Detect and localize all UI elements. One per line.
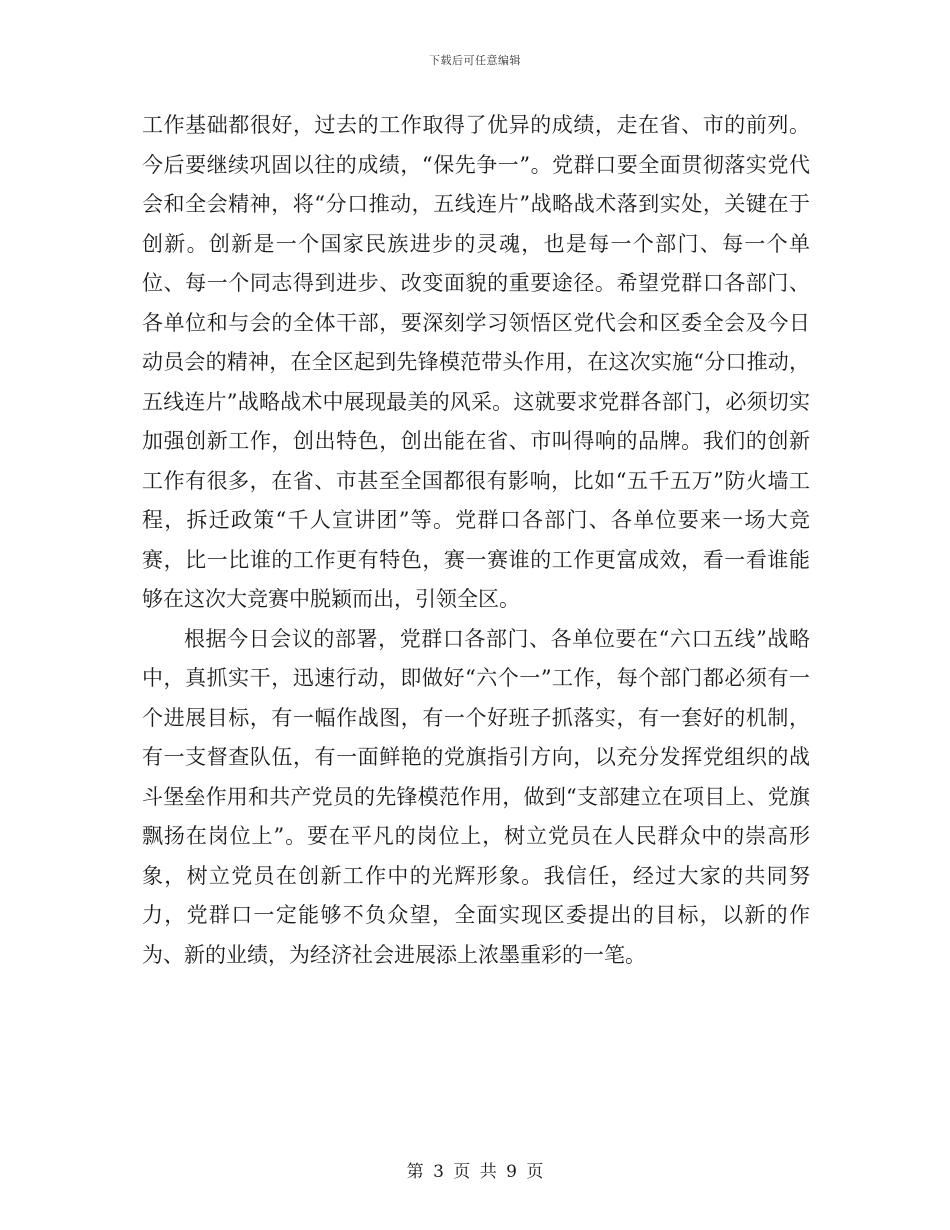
body-paragraph-2: 根据今日会议的部署，党群口各部门、各单位要在“六口五线”战略中，真抓实干，迅速行动，即做好“六个一”工作，每个部门都必须有一个进展目标，有一幅作战图，有一个好班子抓落实，有一套好的机制，有一支督查队伍，有一面鲜艳的党旗指引方向，以充分发挥党组织的战斗堡垒作用和共产党员的先锋模范作用，做到“支部建立在项目上、党旗飘扬在岗位上”。要在平凡的岗位上，树立党员在人民群众中的崇高形象，树立党员在创新工作中的光辉形象。我信任，经过大家的共同努力，党群口一定能够不负众望，全面实现区委提出的目标，以新的作为、新的业绩，为经济社会进展添上浓墨重彩的一笔。 [142, 626, 810, 967]
page-header-note: 下载后可任意编辑 [429, 54, 521, 67]
document-body [142, 106, 810, 975]
body-paragraph-1: 工作基础都很好，过去的工作取得了优异的成绩，走在省、市的前列。今后要继续巩固以往的成绩，“保先争一”。党群口要全面贯彻落实党代会和全会精神，将“分口推动，五线连片”战略战术落到实处，关键在于创新。创新是一个国家民族进步的灵魂，也是每一个部门、每一个单位、每一个同志得到进步、改变面貌的重要途径。希望党群口各部门、各单位和与会的全体干部，要深刻学习领悟区党代会和区委全会及今日动员会的精神，在全区起到先锋模范带头作用，在这次实施“分口推动，五线连片”战略战术中展现最美的风采。这就要求党群各部门，必须切实加强创新工作，创出特色，创出能在省、市叫得响的品牌。我们的创新工作有很多，在省、市甚至全国都很有影响，比如“五千五万”防火墙工程，拆迁政策“千人宣讲团”等。党群口各部门、各单位要来一场大竞赛，比一比谁的工作更有特色，赛一赛谁的工作更富成效，看一看谁能够在这次大竞赛中脱颖而出，引领全区。 [142, 113, 810, 611]
page-footer-number: 第 3 页 共 9 页 [406, 1162, 544, 1182]
